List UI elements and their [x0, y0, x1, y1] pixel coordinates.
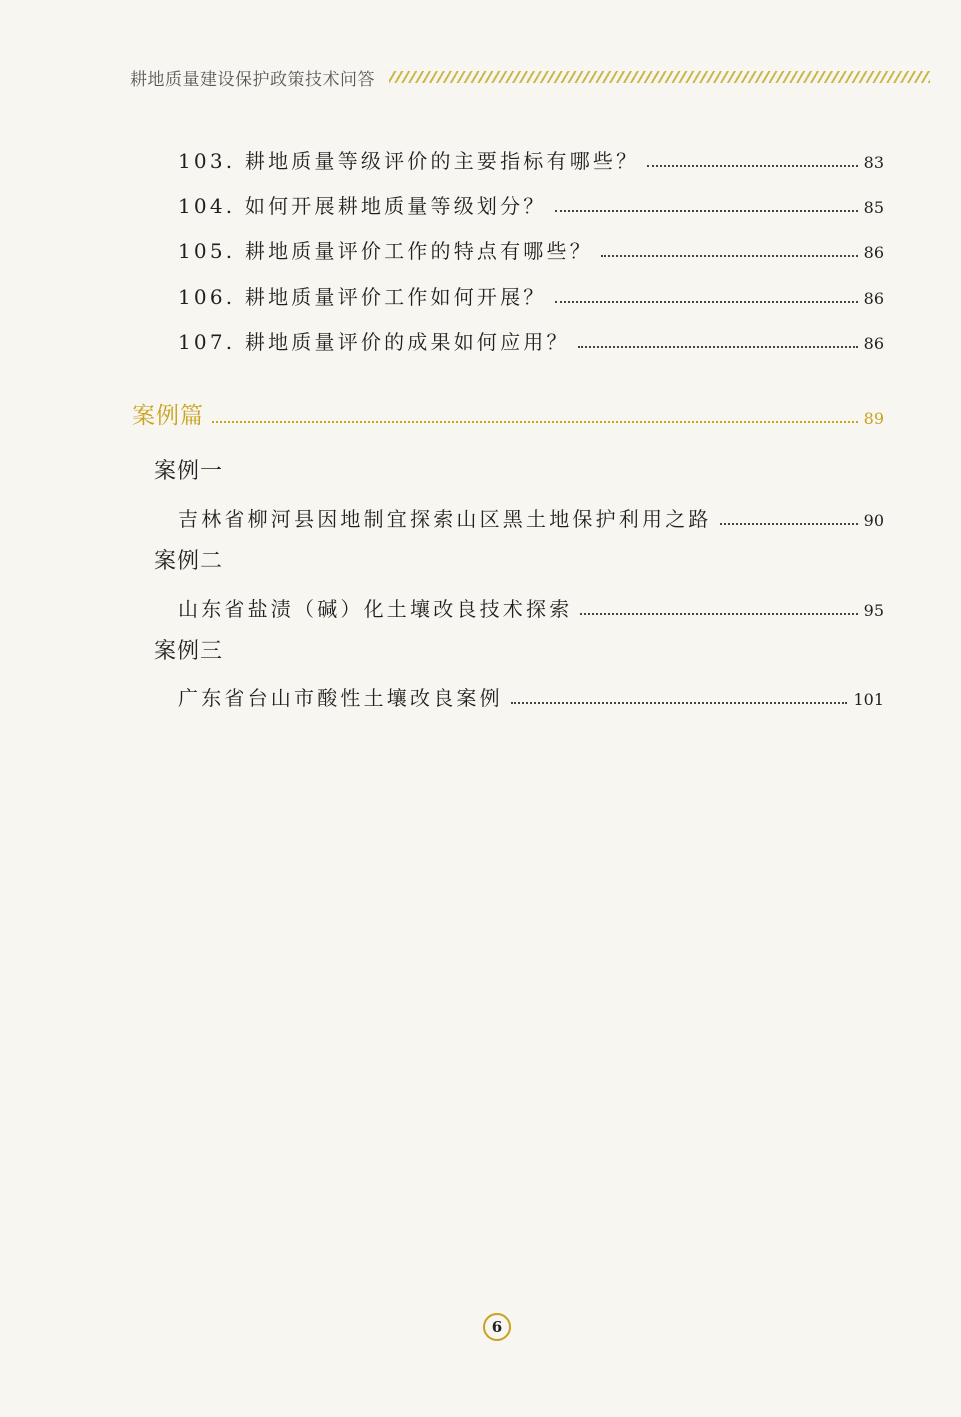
leader-dots	[212, 420, 858, 423]
book-title: 耕地质量建设保护政策技术问答	[130, 69, 375, 90]
case-entry-title: 吉林省柳河县因地制宜探索山区黑土地保护利用之路	[178, 507, 712, 531]
toc-entry-page: 85	[863, 198, 884, 217]
toc-entry-title: 105. 耕地质量评价工作的特点有哪些？	[178, 239, 593, 263]
header-hatch-decoration	[389, 71, 930, 83]
case-entry[interactable]	[178, 498, 884, 532]
case-entry-page: 101	[853, 690, 884, 709]
case-label: 案例二	[154, 549, 224, 574]
toc-entry-page: 86	[863, 289, 884, 308]
toc-entry-page: 86	[863, 243, 884, 262]
page-number: 6	[491, 1318, 503, 1336]
section-title: 案例篇	[132, 403, 204, 429]
toc-entry-page: 83	[863, 153, 884, 172]
toc-entry-title: 107. 耕地质量评价的成果如何应用？	[178, 330, 570, 354]
leader-dots	[601, 254, 858, 257]
leader-dots	[580, 612, 857, 615]
leader-dots	[555, 300, 858, 303]
leader-dots	[578, 345, 858, 348]
toc-entry-title: 106. 耕地质量评价工作如何开展？	[178, 285, 547, 309]
toc-entry[interactable]	[178, 321, 884, 355]
toc-entry[interactable]	[178, 276, 884, 310]
case-label: 案例三	[154, 639, 224, 664]
toc-entry[interactable]	[178, 140, 884, 174]
case-entry-page: 90	[863, 511, 884, 530]
case-entry[interactable]	[178, 588, 884, 622]
toc-entry-title: 104. 如何开展耕地质量等级划分？	[178, 194, 547, 218]
running-header	[130, 64, 930, 90]
section-page: 89	[863, 409, 884, 428]
page-number-badge	[483, 1313, 511, 1341]
case-label: 案例一	[154, 459, 224, 484]
toc-entry[interactable]	[178, 185, 884, 219]
leader-dots	[647, 164, 857, 167]
case-entry-page: 95	[863, 601, 884, 620]
case-entry[interactable]	[178, 677, 884, 711]
leader-dots	[720, 522, 858, 525]
toc-entry-page: 86	[863, 334, 884, 353]
leader-dots	[555, 209, 858, 212]
section-entry[interactable]	[132, 396, 884, 430]
toc-entry[interactable]	[178, 230, 884, 264]
case-entry-title: 山东省盐渍（碱）化土壤改良技术探索	[178, 597, 573, 621]
leader-dots	[511, 701, 848, 704]
case-entry-title: 广东省台山市酸性土壤改良案例	[178, 686, 503, 710]
toc-entry-title: 103. 耕地质量等级评价的主要指标有哪些？	[178, 149, 640, 173]
